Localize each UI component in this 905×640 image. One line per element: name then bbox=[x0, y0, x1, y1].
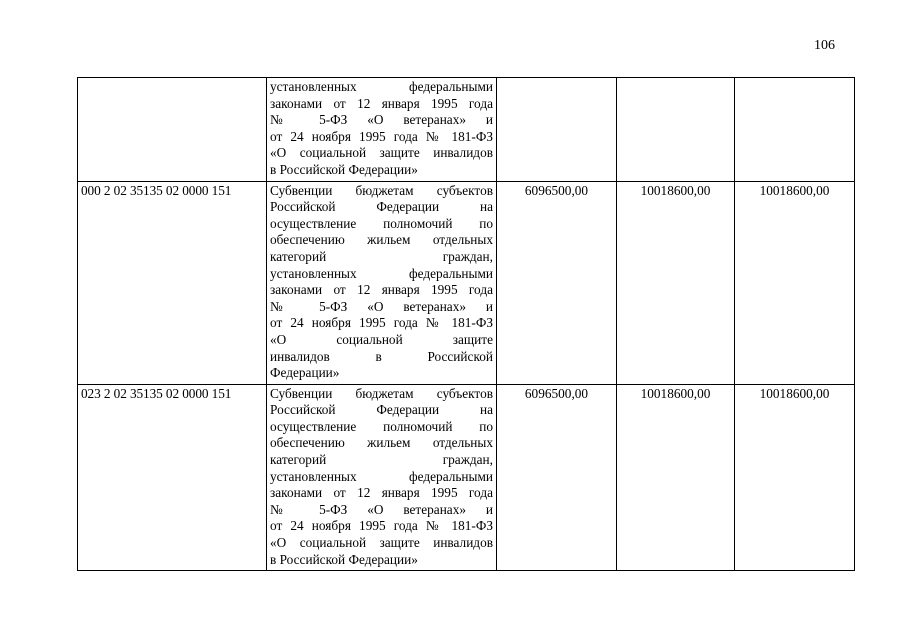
name-line: № 5-ФЗ «О ветеранах» и bbox=[270, 298, 493, 314]
amount-cell-2: 10018600,00 bbox=[617, 384, 735, 571]
amount-cell-1 bbox=[497, 78, 617, 182]
name-line: Российской Федерации на bbox=[270, 199, 493, 215]
name-line: инвалидов в Российской bbox=[270, 348, 493, 364]
name-line: от 24 ноября 1995 года № 181-ФЗ bbox=[270, 315, 493, 331]
income-name-cell bbox=[267, 78, 497, 182]
budget-code-cell bbox=[78, 78, 267, 182]
amount-cell-2: 10018600,00 bbox=[617, 181, 735, 384]
name-line: законами от 12 января 1995 года bbox=[270, 95, 493, 111]
name-line: «О социальной защите инвалидов bbox=[270, 535, 493, 551]
name-line: № 5-ФЗ «О ветеранах» и bbox=[270, 112, 493, 128]
amount-cell-2 bbox=[617, 78, 735, 182]
amount-cell-3 bbox=[735, 78, 855, 182]
name-line: обеспечению жильем отдельных bbox=[270, 232, 493, 248]
name-line: Субвенции бюджетам субъектов bbox=[270, 385, 493, 401]
budget-table bbox=[77, 77, 855, 571]
name-line: Субвенции бюджетам субъектов bbox=[270, 182, 493, 198]
table-row bbox=[78, 78, 855, 182]
name-line: осуществление полномочий по bbox=[270, 215, 493, 231]
income-name-cell bbox=[267, 181, 497, 384]
income-name-cell bbox=[267, 384, 497, 571]
budget-code-cell: 023 2 02 35135 02 0000 151 bbox=[78, 384, 267, 571]
name-line: от 24 ноября 1995 года № 181-ФЗ bbox=[270, 518, 493, 534]
amount-cell-3: 10018600,00 bbox=[735, 384, 855, 571]
page-number: 106 bbox=[814, 38, 835, 53]
name-line: «О социальной защите bbox=[270, 331, 493, 347]
amount-cell-1: 6096500,00 bbox=[497, 384, 617, 571]
name-line: категорий граждан, bbox=[270, 248, 493, 264]
name-line: законами от 12 января 1995 года bbox=[270, 485, 493, 501]
name-line: установленных федеральными bbox=[270, 265, 493, 281]
name-line: в Российской Федерации» bbox=[270, 551, 418, 567]
name-line: от 24 ноября 1995 года № 181-ФЗ bbox=[270, 128, 493, 144]
name-line: «О социальной защите инвалидов bbox=[270, 145, 493, 161]
budget-code-cell: 000 2 02 35135 02 0000 151 bbox=[78, 181, 267, 384]
name-line: категорий граждан, bbox=[270, 452, 493, 468]
name-line: обеспечению жильем отдельных bbox=[270, 435, 493, 451]
name-line: в Российской Федерации» bbox=[270, 161, 418, 177]
amount-cell-1: 6096500,00 bbox=[497, 181, 617, 384]
name-line: установленных федеральными bbox=[270, 79, 493, 94]
name-line: Российской Федерации на bbox=[270, 402, 493, 418]
amount-cell-3: 10018600,00 bbox=[735, 181, 855, 384]
table-row bbox=[78, 384, 855, 571]
table-row bbox=[78, 181, 855, 384]
name-line: установленных федеральными bbox=[270, 468, 493, 484]
name-line: осуществление полномочий по bbox=[270, 418, 493, 434]
name-line: Федерации» bbox=[270, 365, 340, 381]
name-line: № 5-ФЗ «О ветеранах» и bbox=[270, 501, 493, 517]
name-line: законами от 12 января 1995 года bbox=[270, 282, 493, 298]
